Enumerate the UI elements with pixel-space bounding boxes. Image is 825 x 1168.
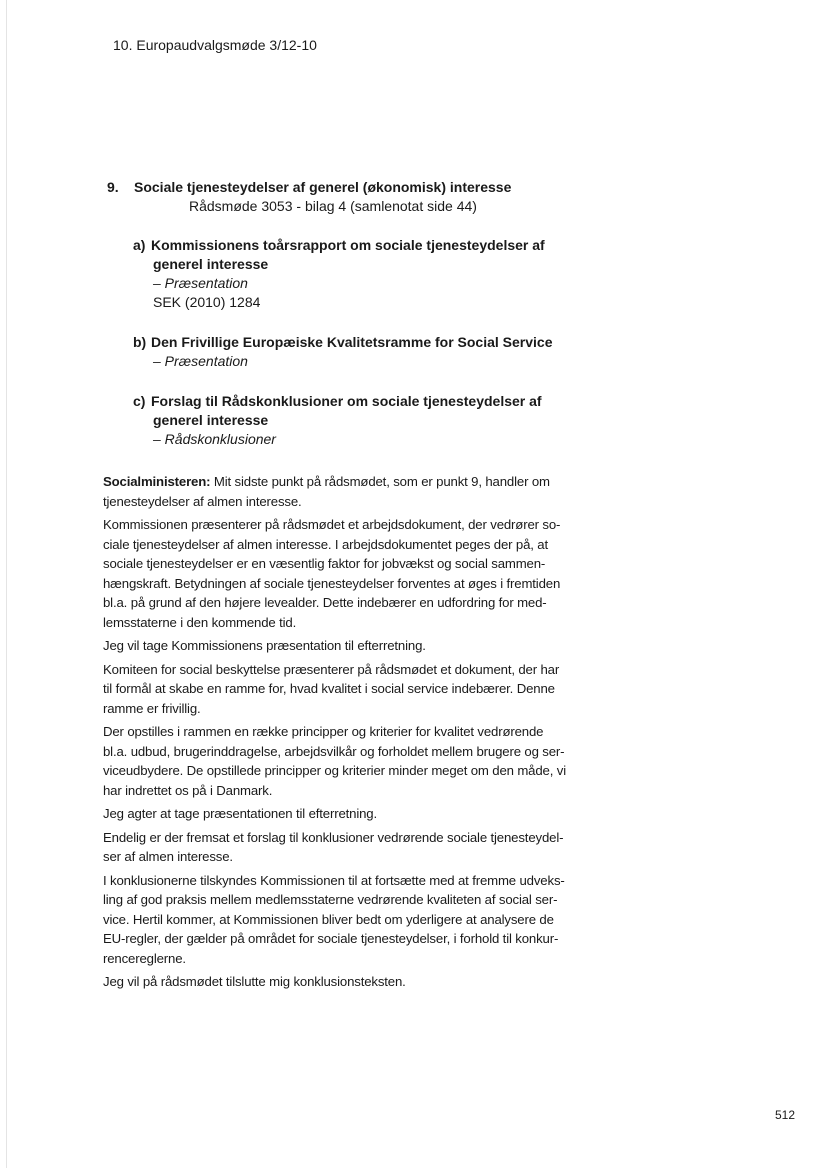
agenda-subtitle: Rådsmøde 3053 - bilag 4 (samlenotat side 44) bbox=[189, 198, 477, 214]
paragraph-line: tjenesteydelser af almen interesse. bbox=[103, 493, 302, 509]
paragraph-line: ciale tjenesteydelser af almen interesse. I arbejdsdokumentet peges der på, at bbox=[103, 536, 549, 552]
paragraph bbox=[103, 660, 589, 719]
paragraph-line: sociale tjenesteydelser er en væsentlig faktor for jobvækst og social sammen- bbox=[103, 556, 546, 571]
paragraph-line: ling af god praksis mellem medlemsstaterne vedrørende kvaliteten af social ser- bbox=[103, 892, 558, 907]
paragraph bbox=[103, 515, 589, 632]
paragraph bbox=[103, 871, 589, 969]
paragraph bbox=[103, 804, 589, 824]
paragraph-line: viceudbydere. De opstillede principper og kriterier minder meget om den måde, vi bbox=[103, 763, 566, 778]
paragraph-line: I konklusionerne tilskyndes Kommissionen til at fortsætte med at fremme udveks- bbox=[103, 872, 565, 888]
paragraph bbox=[103, 972, 589, 992]
speaker-label: Socialministeren: bbox=[103, 474, 211, 489]
paragraph-line: Kommissionen præsenterer på rådsmødet et arbejdsdokument, der vedrører so- bbox=[103, 517, 561, 532]
subitem-title: Den Frivillige Europæiske Kvalitetsramme for Social Service bbox=[151, 334, 553, 350]
paragraph bbox=[103, 472, 589, 511]
agenda-number: 9. bbox=[107, 179, 119, 195]
paragraph-line: Jeg vil tage Kommissionens præsentation til efterretning. bbox=[103, 638, 426, 653]
body-text bbox=[103, 472, 589, 996]
subitem-c bbox=[133, 392, 593, 449]
subitem-note: – Præsentation bbox=[153, 275, 248, 291]
page-header: 10. Europaudvalgsmøde 3/12-10 bbox=[113, 37, 317, 53]
subitem-reference: SEK (2010) 1284 bbox=[153, 294, 261, 310]
paragraph-line: lemsstaterne i den kommende tid. bbox=[103, 614, 297, 630]
page-number: 512 bbox=[775, 1108, 796, 1122]
agenda-title-row bbox=[107, 178, 627, 197]
paragraph-line: Jeg vil på rådsmødet tilslutte mig konklusionsteksten. bbox=[103, 974, 406, 989]
scan-edge-line bbox=[6, 0, 7, 1168]
subitem-title: Kommissionens toårsrapport om sociale tjenesteydelser af bbox=[151, 237, 545, 253]
paragraph bbox=[103, 636, 589, 656]
subitem-title: Forslag til Rådskonklusioner om sociale tjenesteydelser af bbox=[151, 393, 542, 409]
agenda-title: Sociale tjenesteydelser af generel (økonomisk) interesse bbox=[134, 179, 512, 195]
paragraph-line: Mit sidste punkt på rådsmødet, som er punkt 9, handler om bbox=[213, 474, 550, 489]
paragraph-line: Der opstilles i rammen en række principper og kriterier for kvalitet vedrørende bbox=[103, 724, 544, 739]
paragraph-line: rencereglerne. bbox=[103, 950, 186, 966]
paragraph-line: vice. Hertil kommer, at Kommissionen bliver bedt om yderligere at analysere de bbox=[103, 911, 554, 927]
subitem-note: – Rådskonklusioner bbox=[153, 431, 276, 447]
paragraph-line: Komiteen for social beskyttelse præsenterer på rådsmødet et dokument, der har bbox=[103, 661, 560, 677]
paragraph-line: bl.a. på grund af den højere levealder. Dette indebærer en udfordring for med- bbox=[103, 595, 547, 610]
subitem-title-cont: generel interesse bbox=[153, 412, 269, 428]
subitem-b bbox=[133, 333, 593, 371]
paragraph-line: har indrettet os på i Danmark. bbox=[103, 782, 273, 798]
subitem-note: – Præsentation bbox=[153, 353, 248, 369]
paragraph-line: bl.a. udbud, brugerinddragelse, arbejdsvilkår og forholdet mellem brugere og ser- bbox=[103, 743, 565, 759]
agenda-item bbox=[107, 178, 627, 216]
subitem-letter: b) bbox=[133, 334, 147, 350]
subitem-letter: a) bbox=[133, 237, 146, 253]
subitem-a bbox=[133, 236, 593, 312]
subitem-title-cont: generel interesse bbox=[153, 256, 269, 272]
paragraph bbox=[103, 828, 589, 867]
paragraph-line: Endelig er der fremsat et forslag til konklusioner vedrørende sociale tjenesteydel- bbox=[103, 829, 564, 845]
paragraph-line: Jeg agter at tage præsentationen til efterretning. bbox=[103, 806, 378, 821]
paragraph-line: EU-regler, der gælder på området for sociale tjenesteydelser, i forhold til konkur- bbox=[103, 931, 559, 946]
paragraph-line: ser af almen interesse. bbox=[103, 849, 233, 864]
paragraph bbox=[103, 722, 589, 800]
paragraph-line: hængskraft. Betydningen af sociale tjenesteydelser forventes at øges i fremtiden bbox=[103, 575, 561, 591]
paragraph-line: ramme er frivillig. bbox=[103, 700, 201, 716]
paragraph-line: til formål at skabe en ramme for, hvad kvalitet i social service indebærer. Denne bbox=[103, 681, 555, 696]
subitem-letter: c) bbox=[133, 393, 146, 409]
